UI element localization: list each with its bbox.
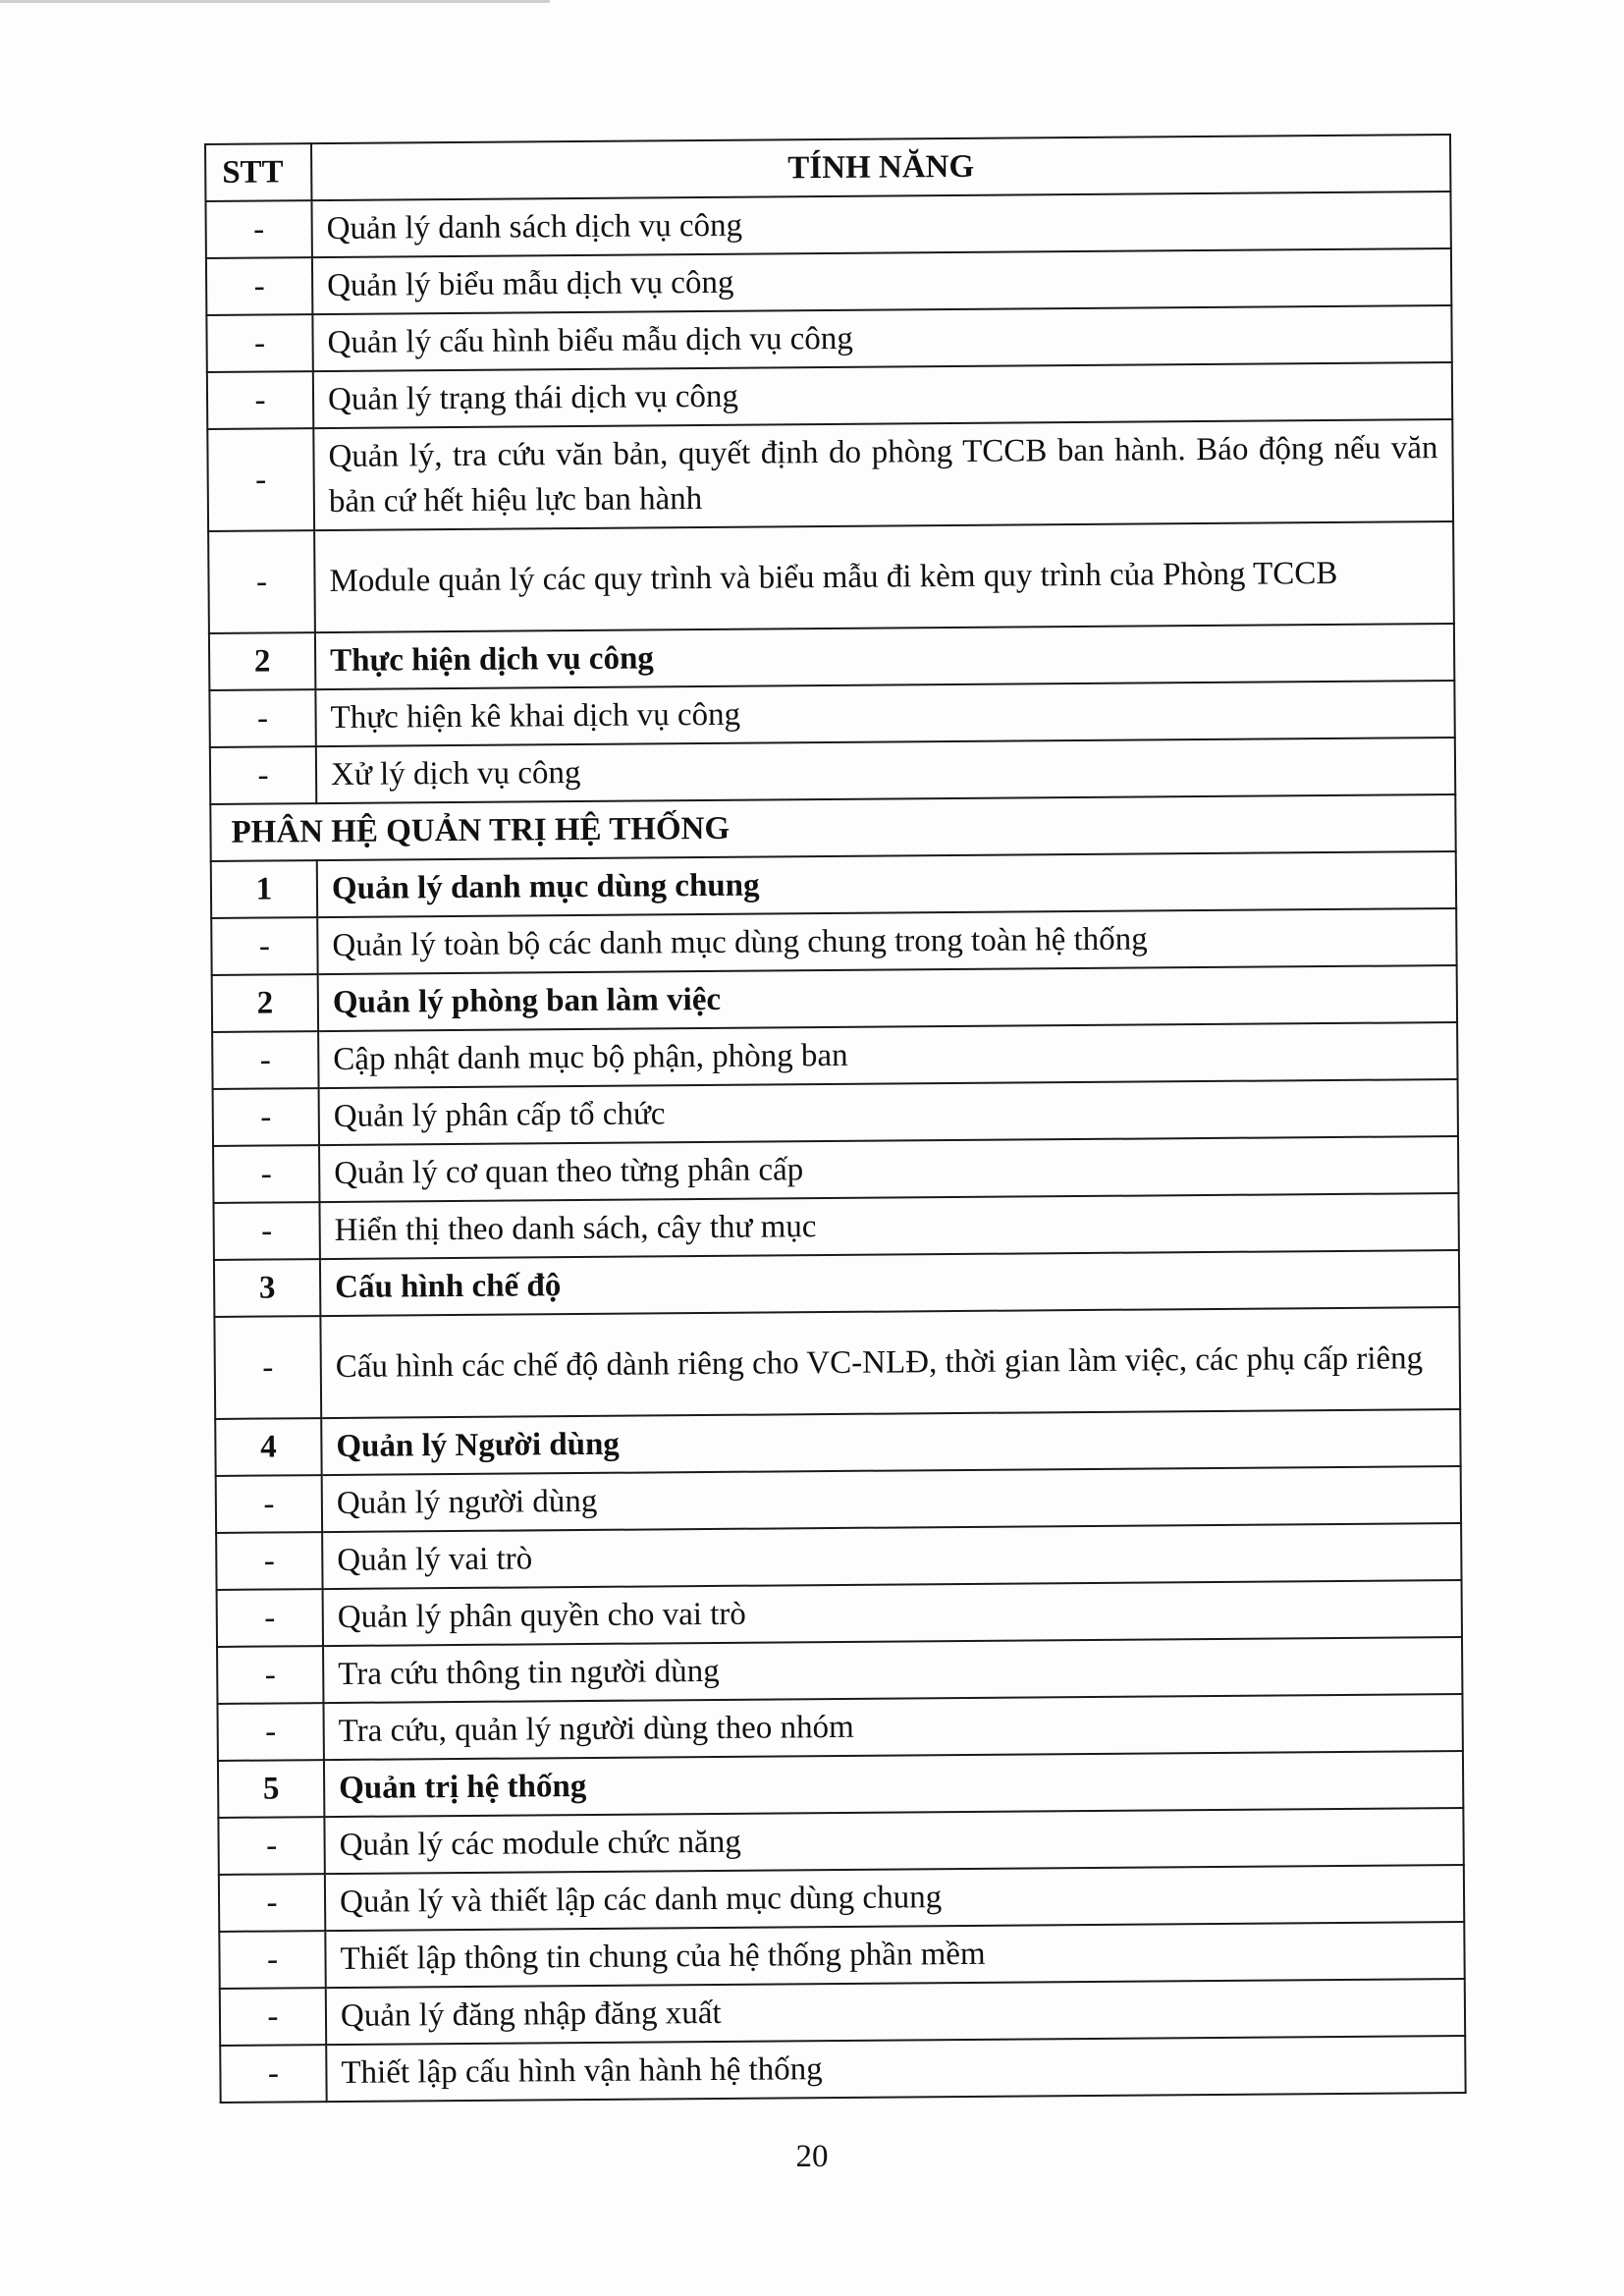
stt-cell: 1 <box>211 860 317 918</box>
feature-text: Cập nhật danh mục bộ phận, phòng ban <box>318 1022 1457 1088</box>
table-row <box>216 1466 1461 1533</box>
feature-text: Quản lý cơ quan theo từng phân cấp <box>319 1136 1458 1202</box>
feature-text: Quản lý trạng thái dịch vụ công <box>313 362 1452 428</box>
stt-cell: 5 <box>218 1760 324 1818</box>
feature-text: Cấu hình các chế độ dành riêng cho VC-NLĐ, thời gian làm việc, các phụ cấp riêng <box>320 1307 1460 1418</box>
group-row <box>214 1250 1459 1317</box>
feature-text: Quản lý vai trò <box>322 1523 1461 1589</box>
stt-cell: - <box>206 314 312 372</box>
page-number: 20 <box>795 2139 829 2174</box>
group-row <box>209 624 1454 690</box>
feature-text: Quản lý danh sách dịch vụ công <box>311 191 1450 257</box>
stt-cell: - <box>220 2045 326 2103</box>
group-row <box>215 1409 1460 1476</box>
feature-text: Quản lý phân cấp tổ chức <box>319 1079 1458 1145</box>
group-title: Thực hiện dịch vụ công <box>315 624 1454 689</box>
stt-cell: - <box>219 1931 325 1989</box>
feature-text: Thiết lập cấu hình vận hành hệ thống <box>326 2036 1465 2102</box>
feature-text: Thực hiện kê khai dịch vụ công <box>315 681 1454 746</box>
table-row <box>217 1694 1462 1761</box>
stt-cell: - <box>205 200 311 258</box>
table-row <box>219 1922 1464 1989</box>
table-row <box>207 362 1452 429</box>
stt-cell: - <box>213 1088 319 1146</box>
stt-cell: - <box>217 1589 323 1647</box>
stt-cell: - <box>217 1703 323 1761</box>
stt-cell: - <box>213 1145 319 1203</box>
table-row <box>219 1865 1464 1932</box>
stt-cell: - <box>207 428 314 531</box>
table-row <box>217 1580 1462 1647</box>
stt-cell: - <box>217 1646 323 1704</box>
group-title: Cấu hình chế độ <box>320 1250 1459 1316</box>
feature-text: Quản lý các module chức năng <box>324 1808 1463 1874</box>
stt-cell: - <box>219 1874 325 1932</box>
group-title: Quản lý Người dùng <box>321 1409 1460 1475</box>
stt-cell: - <box>209 689 315 747</box>
table-row <box>213 1193 1458 1260</box>
table-row <box>218 1808 1463 1875</box>
table-row <box>213 1079 1458 1146</box>
stt-cell: 2 <box>209 632 315 690</box>
stt-cell: - <box>214 1316 321 1419</box>
table-row <box>212 1022 1457 1089</box>
feature-text: Quản lý người dùng <box>322 1466 1461 1532</box>
stt-column-header: STT <box>205 143 311 201</box>
feature-table-body <box>205 191 1465 2103</box>
stt-cell: - <box>208 530 315 633</box>
table-row <box>213 1136 1458 1203</box>
feature-column-header: TÍNH NĂNG <box>311 135 1450 200</box>
stt-cell: - <box>220 1988 326 2046</box>
stt-cell: - <box>213 1202 319 1260</box>
table-row <box>220 1979 1465 2046</box>
stt-cell: - <box>216 1532 322 1590</box>
table-row <box>220 2036 1465 2103</box>
stt-cell: - <box>212 1031 318 1089</box>
feature-text: Tra cứu, quản lý người dùng theo nhóm <box>323 1694 1462 1760</box>
feature-table <box>204 134 1467 2104</box>
feature-text: Quản lý, tra cứu văn bản, quyết định do phòng TCCB ban hành. Báo động nếu văn bản cứ hết hiệu lực ban hành <box>313 419 1453 530</box>
feature-text: Module quản lý các quy trình và biểu mẫu đi kèm quy trình của Phòng TCCB <box>314 521 1454 632</box>
stt-cell: - <box>211 917 317 975</box>
table-row <box>205 191 1450 258</box>
group-row <box>211 851 1456 918</box>
group-title: Quản trị hệ thống <box>324 1751 1463 1817</box>
stt-cell: - <box>216 1475 322 1533</box>
section-row <box>210 794 1455 861</box>
feature-text: Quản lý cấu hình biểu mẫu dịch vụ công <box>312 305 1451 371</box>
feature-text: Hiển thị theo danh sách, cây thư mục <box>319 1193 1458 1259</box>
feature-text: Quản lý biểu mẫu dịch vụ công <box>312 248 1451 314</box>
table-row <box>217 1637 1462 1704</box>
scan-edge-mark <box>0 0 550 3</box>
table-row <box>209 681 1454 747</box>
table-row <box>214 1307 1460 1419</box>
stt-cell: - <box>210 746 316 804</box>
feature-text: Quản lý toàn bộ các danh mục dùng chung trong toàn hệ thống <box>317 908 1456 974</box>
table-row <box>206 305 1451 372</box>
feature-text: Quản lý phân quyền cho vai trò <box>323 1580 1462 1646</box>
feature-text: Quản lý và thiết lập các danh mục dùng chung <box>325 1865 1464 1931</box>
stt-cell: 4 <box>215 1418 321 1476</box>
group-row <box>212 965 1457 1032</box>
group-title: Quản lý phòng ban làm việc <box>318 965 1457 1031</box>
stt-cell: - <box>207 371 313 429</box>
stt-cell: - <box>206 257 312 315</box>
stt-cell: 3 <box>214 1259 320 1317</box>
group-row <box>218 1751 1463 1818</box>
stt-cell: 2 <box>212 974 318 1032</box>
feature-text: Quản lý đăng nhập đăng xuất <box>326 1979 1465 2045</box>
stt-cell: - <box>218 1817 324 1875</box>
feature-text: Tra cứu thông tin người dùng <box>323 1637 1462 1703</box>
table-header-row <box>205 135 1450 201</box>
group-title: Quản lý danh mục dùng chung <box>317 851 1456 917</box>
feature-text: Thiết lập thông tin chung của hệ thống phần mềm <box>325 1922 1464 1988</box>
feature-text: Xử lý dịch vụ công <box>316 738 1455 803</box>
table-row <box>211 908 1456 975</box>
table-row <box>206 248 1451 315</box>
table-row <box>216 1523 1461 1590</box>
section-title: PHÂN HỆ QUẢN TRỊ HỆ THỐNG <box>210 794 1455 861</box>
table-row <box>210 738 1455 804</box>
table-row <box>207 419 1453 531</box>
table-row <box>208 521 1454 633</box>
